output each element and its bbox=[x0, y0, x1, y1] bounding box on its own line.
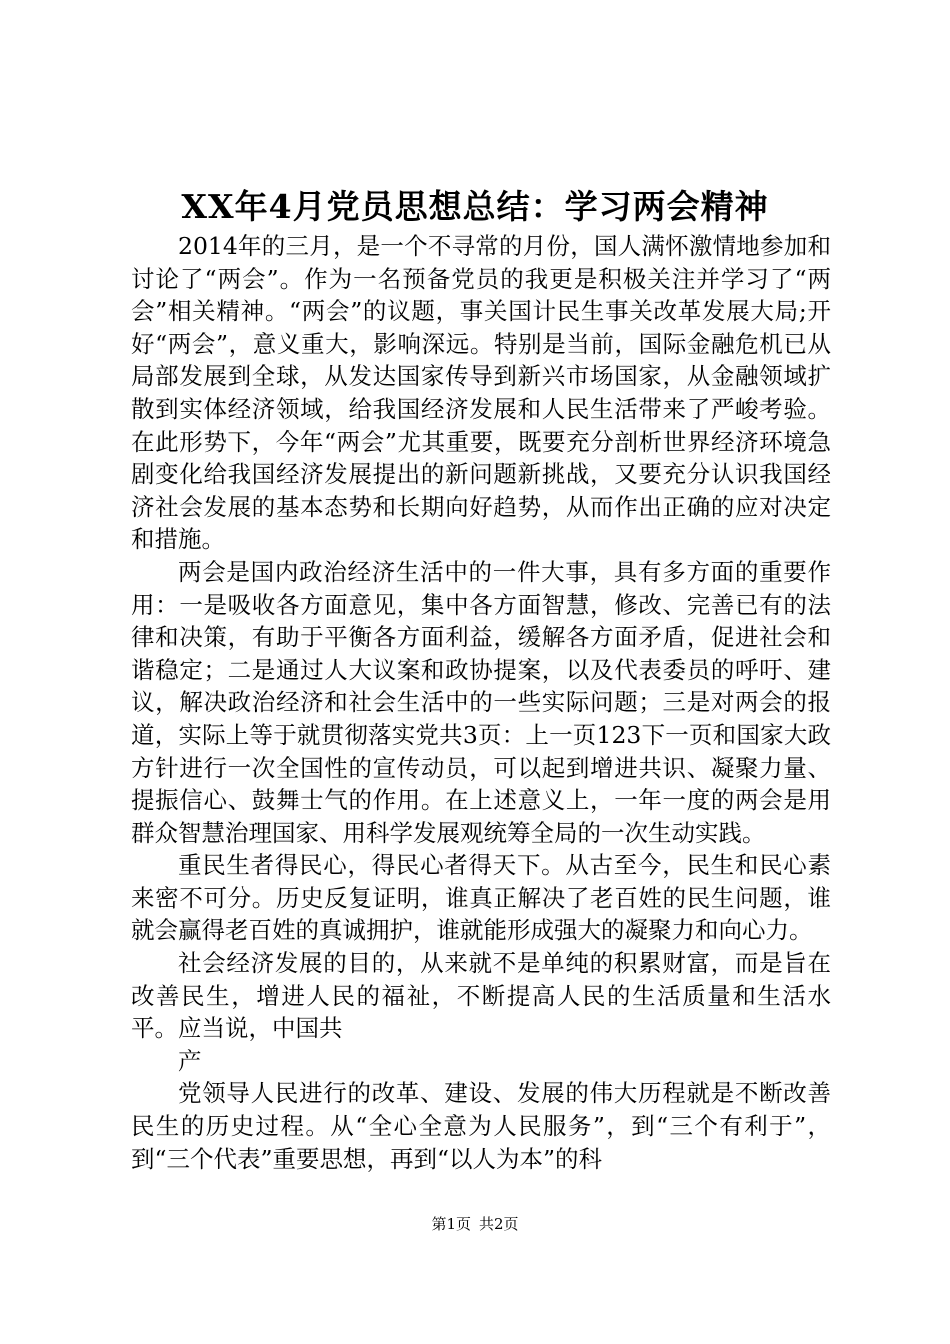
paragraph-6: 党领导人民进行的改革、建设、发展的伟大历程就是不断改善民生的历史过程。从“全心全意为人民服务”，到“三个有利于”，到“三个代表”重要思想，再到“以人为本”的科 bbox=[131, 1079, 831, 1173]
document-body bbox=[131, 230, 831, 1175]
paragraph-4: 社会经济发展的目的，从来就不是单纯的积累财富，而是旨在改善民生，增进人民的福祉，不断提高人民的生活质量和生活水平。应当说，中国共 bbox=[131, 949, 831, 1043]
page-footer bbox=[0, 1214, 950, 1234]
paragraph-5: 产 bbox=[178, 1046, 202, 1075]
document-title: XX年4月党员思想总结：学习两会精神 bbox=[181, 187, 769, 226]
page-number-current: 第1页 bbox=[431, 1215, 471, 1233]
paragraph-1: 2014年的三月，是一个不寻常的月份，国人满怀激情地参加和讨论了“两会”。作为一名预备党员的我更是积极关注并学习了“两会”相关精神。“两会”的议题，事关国计民生事关改革发展大局;开好“两会”，意义重大，影响深远。特别是当前，国际金融危机已从局部发展到全球，从发达国家传导到新兴市场国家，从金融领域扩散到实体经济领域，给我国经济发展和人民生活带来了严峻考验。在此形势下，今年“两会”尤其重要，既要充分剖析世界经济环境急剧变化给我国经济发展提出的新问题新挑战，又要充分认识我国经济社会发展的基本态势和长期向好趋势，从而作出正确的应对决定和措施。 bbox=[131, 232, 831, 554]
page-number-total: 共2页 bbox=[479, 1215, 519, 1233]
paragraph-3: 重民生者得民心，得民心者得天下。从古至今，民生和民心素来密不可分。历史反复证明，谁真正解决了老百姓的民生问题，谁就会赢得老百姓的真诚拥护，谁就能形成强大的凝聚力和向心力。 bbox=[131, 851, 831, 945]
paragraph-2: 两会是国内政治经济生活中的一件大事，具有多方面的重要作用：一是吸收各方面意见，集中各方面智慧，修改、完善已有的法律和决策，有助于平衡各方面利益，缓解各方面矛盾，促进社会和谐稳定；二是通过人大议案和政协提案，以及代表委员的呼吁、建议，解决政治经济和社会生活中的一些实际问题；三是对两会的报道，实际上等于就贯彻落实党共3页：上一页123下一页和国家大政方针进行一次全国性的宣传动员，可以起到增进共识、凝聚力量、提振信心、鼓舞士气的作用。在上述意义上，一年一度的两会是用群众智慧治理国家、用科学发展观统筹全局的一次生动实践。 bbox=[131, 557, 831, 847]
